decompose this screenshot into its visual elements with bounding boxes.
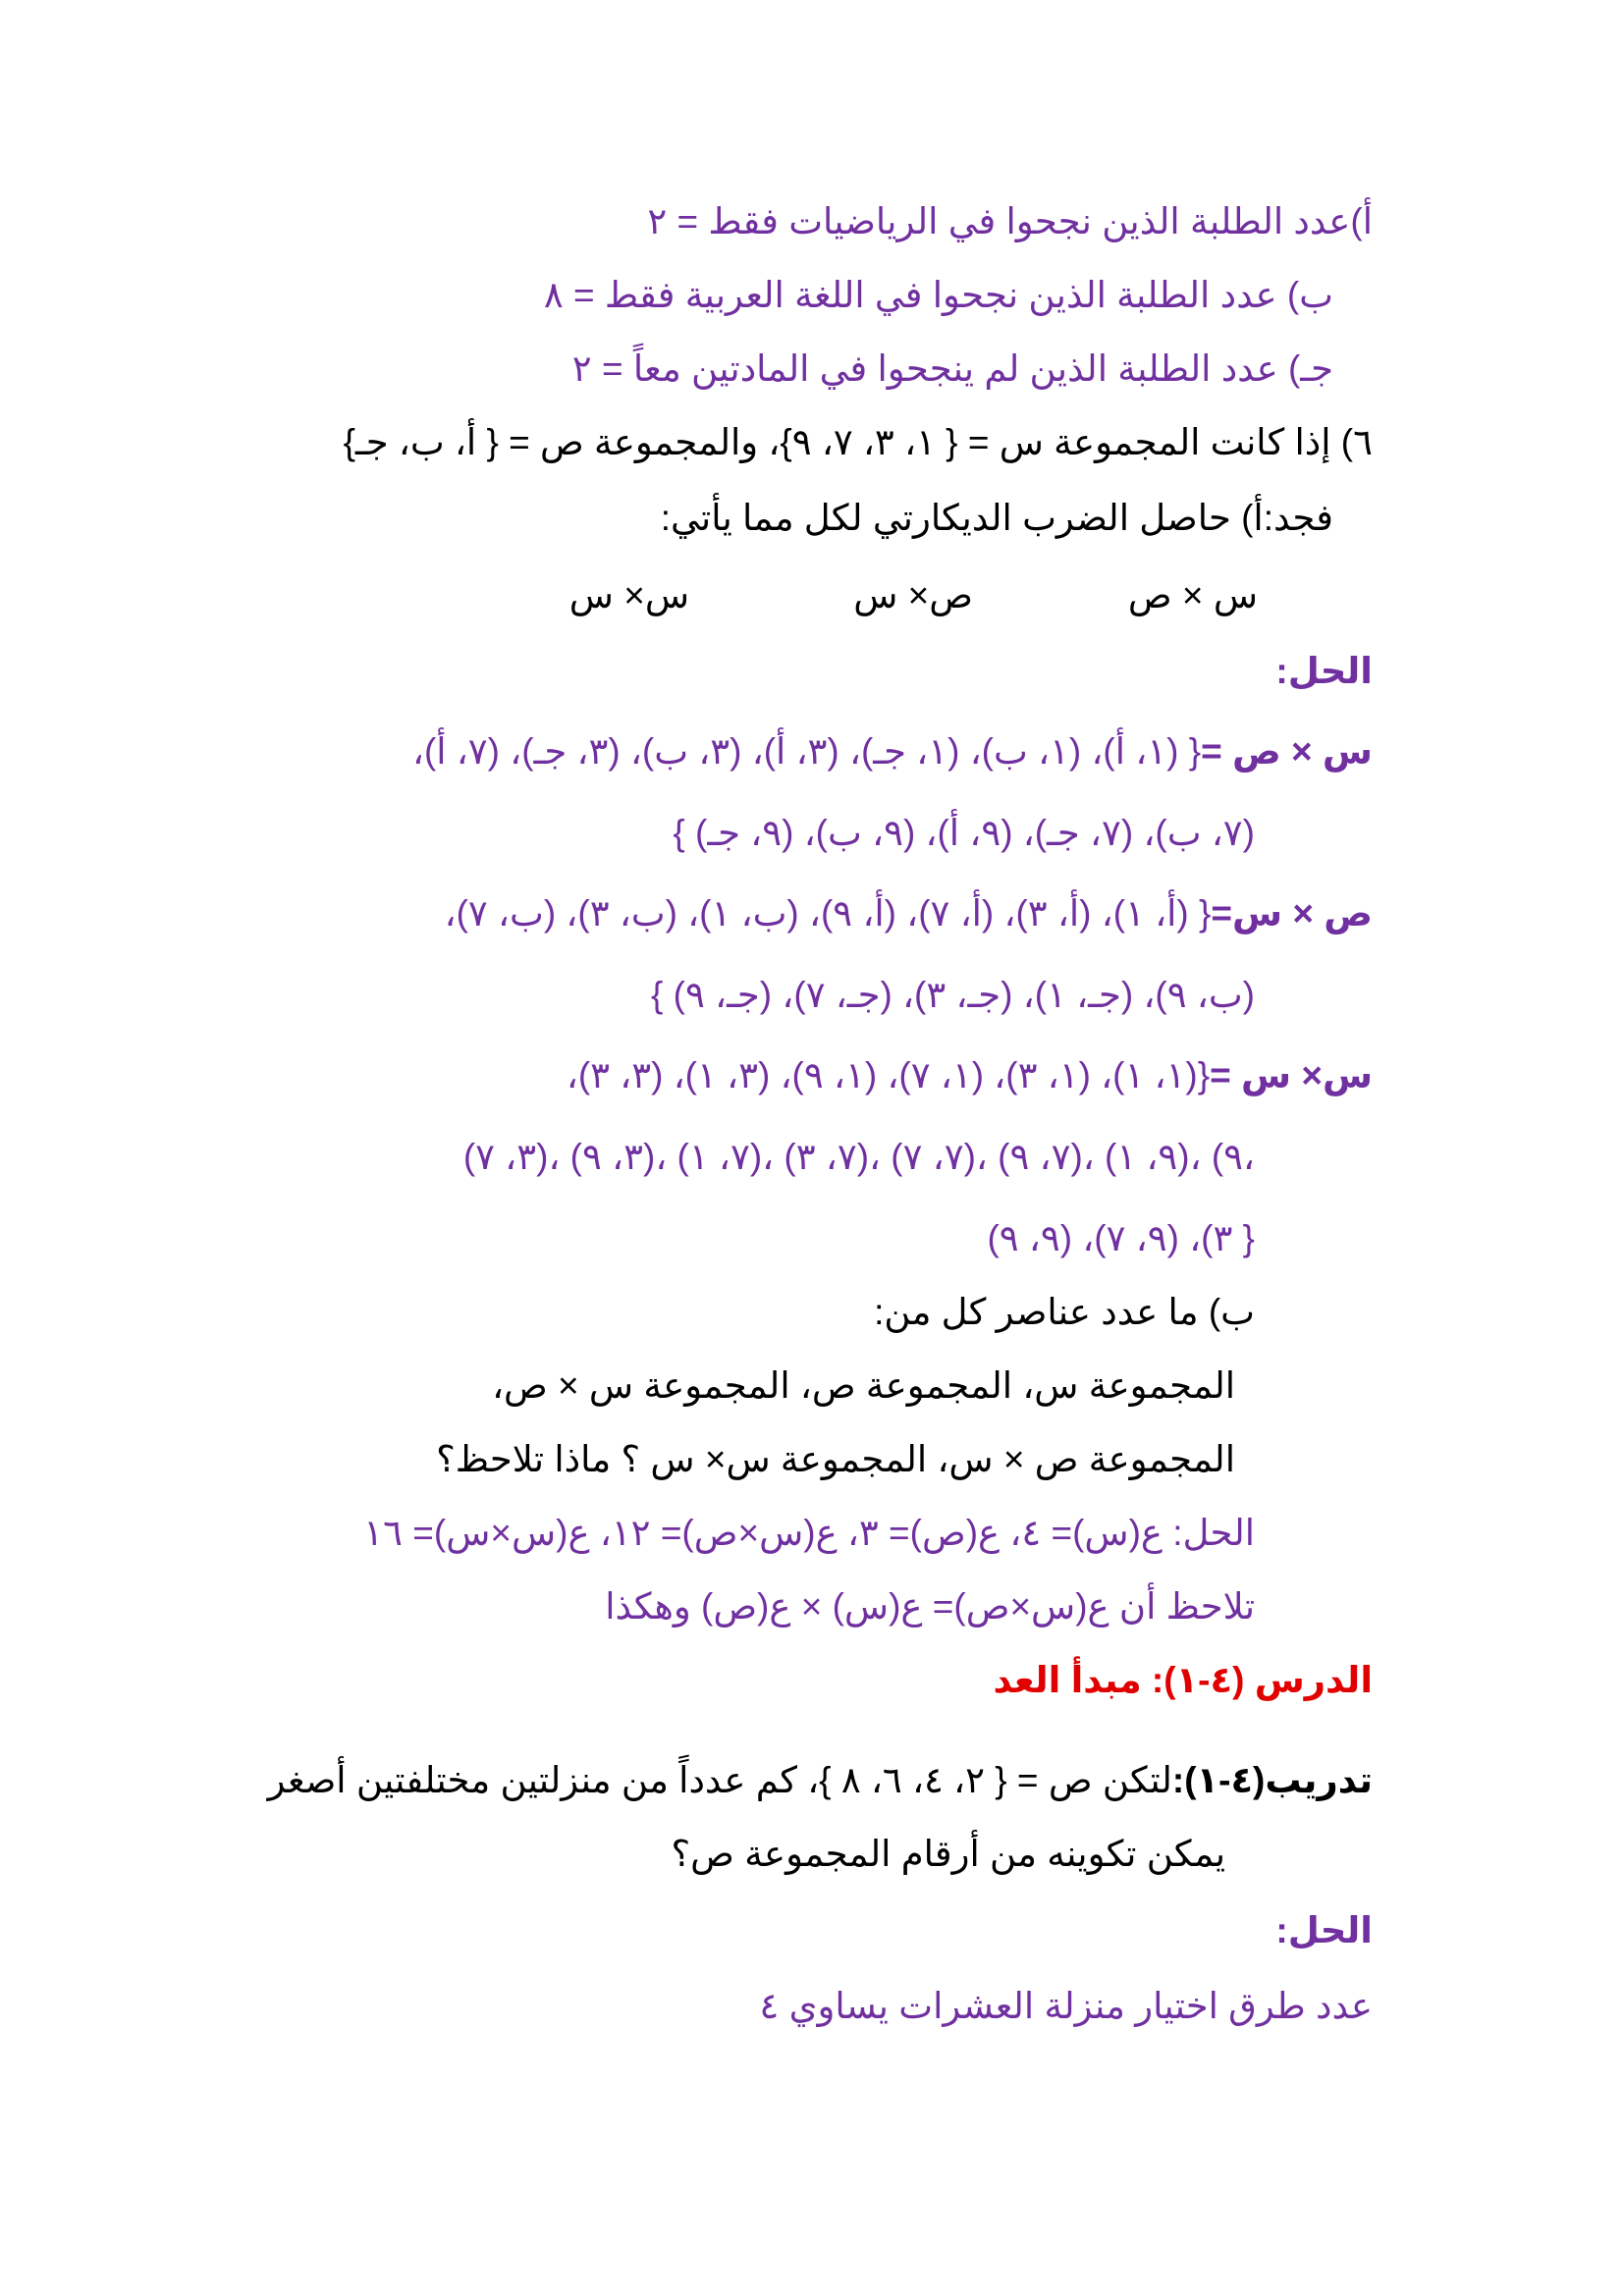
p-x-s-set-part-1: { (أ، ١)، (أ، ٣)، (أ، ٧)، (أ، ٩)، (ب، ١)، (ب، ٣)، (ب، ٧)، <box>444 893 1212 934</box>
product-s-x-p: س × ص <box>1127 575 1258 615</box>
drill-label: تدريب(٤-١): <box>1171 1760 1373 1800</box>
p-x-s-label: ص × س= <box>1211 893 1373 934</box>
s-x-s-line-1 <box>567 1057 1373 1094</box>
answer-tens-choices: عدد طرق اختيار منزلة العشرات يساوي ٤ <box>759 1986 1373 2026</box>
lesson-heading: الدرس (٤-١): مبدأ العد <box>993 1660 1373 1700</box>
answer-c-neither: جـ) عدد الطلبة الذين لم ينجحوا في المادتين معاً = ٢ <box>571 348 1333 389</box>
answer-b-arabic-only: ب) عدد الطلبة الذين نجحوا في اللغة العربية فقط = ٨ <box>543 275 1333 315</box>
s-x-s-line-2: (٣، ٧)، (٣، ٩)، (٧، ١)، (٧، ٣)، (٧، ٧)، (٧، ٩)، (٩، ١)، (٩، <box>462 1137 1255 1177</box>
question-6: ٦) إذا كانت المجموعة س = { ١، ٣، ٧، ٩}، والمجموعة ص = { أ، ب، جـ} <box>343 422 1373 462</box>
s-x-s-label: س× س = <box>1210 1055 1373 1095</box>
product-s-x-s: س× س <box>568 575 689 615</box>
solution-heading-2: الحل: <box>1275 1910 1373 1950</box>
drill-line-2: يمكن تكوينه من أرقام المجموعة ص؟ <box>671 1834 1225 1874</box>
s-x-p-set-part-1: { (١، أ)، (١، ب)، (١، جـ)، (٣، أ)، (٣، ب)، (٣، جـ)، (٧، أ)، <box>412 731 1202 772</box>
question-6a: فجد:أ) حاصل الضرب الديكارتي لكل مما يأتي: <box>660 498 1333 538</box>
s-x-s-line-3: ٣)، (٩، ٧)، (٩، ٩) } <box>987 1218 1255 1258</box>
s-x-p-line-2: (٧، ب)، (٧، جـ)، (٩، أ)، (٩، ب)، (٩، جـ) } <box>673 813 1255 853</box>
s-x-p-line-1 <box>412 733 1373 770</box>
p-x-s-line-2: (ب، ٩)، (جـ، ١)، (جـ، ٣)، (جـ، ٧)، (جـ، ٩) } <box>651 975 1255 1015</box>
question-6b: ب) ما عدد عناصر كل من: <box>874 1292 1255 1332</box>
product-p-x-s: ص× س <box>853 575 973 615</box>
question-6b-part-2: المجموعة ص × س، المجموعة س× س ؟ ماذا تلاحظ؟ <box>436 1439 1235 1479</box>
s-x-p-label: س × ص = <box>1201 731 1373 772</box>
answer-6b-counts: الحل: ع(س)= ٤، ع(ص)= ٣، ع(س×ص)= ١٢، ع(س×س)= ١٦ <box>363 1513 1255 1553</box>
drill-text-1: لتكن ص = { ٢، ٤، ٦، ٨ }، كم عدداً من منزلتين مختلفتين أصغر <box>267 1760 1172 1800</box>
solution-heading-1: الحل: <box>1275 651 1373 691</box>
answer-6b-observation: تلاحظ أن ع(س×ص)= ع(س) × ع(ص) وهكذا <box>605 1586 1255 1627</box>
answer-a-math-only: أ)عدد الطلبة الذين نجحوا في الرياضيات فقط = ٢ <box>647 201 1373 241</box>
drill-line-1 <box>268 1762 1373 1798</box>
question-6b-part-1: المجموعة س، المجموعة ص، المجموعة س × ص، <box>492 1365 1235 1406</box>
p-x-s-line-1 <box>445 895 1373 932</box>
s-x-s-set-part-1: {(١، ١)، (١، ٣)، (١، ٧)، (١، ٩)، (٣، ١)، (٣، ٣)، <box>566 1055 1211 1095</box>
